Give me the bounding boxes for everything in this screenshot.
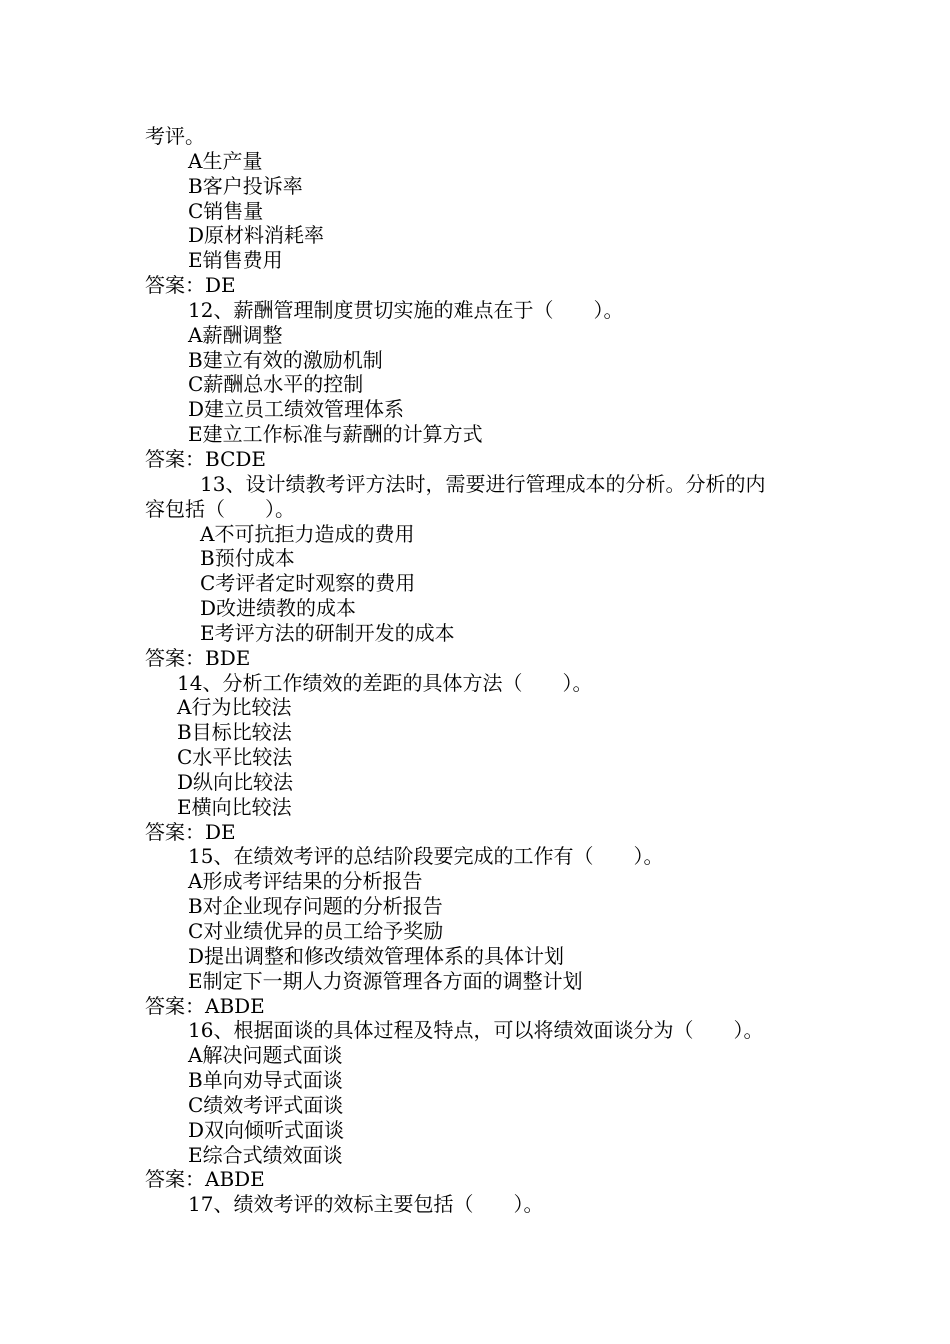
question-13: 13、设计绩教考评方法时，需要进行管理成本的分析。分析的内 bbox=[200, 471, 766, 496]
option-c: C绩效考评式面谈 bbox=[188, 1092, 344, 1117]
option-b: B建立有效的激励机制 bbox=[188, 347, 383, 372]
answer-line: 答案：DE bbox=[145, 819, 236, 844]
question-17: 17、绩效考评的效标主要包括（ ）。 bbox=[188, 1192, 544, 1217]
option-b: B单向劝导式面谈 bbox=[188, 1068, 343, 1093]
question-15: 15、在绩效考评的总结阶段要完成的工作有（ ）。 bbox=[188, 844, 664, 869]
option-e: E综合式绩效面谈 bbox=[188, 1142, 343, 1167]
answer-line: 答案：ABDE bbox=[145, 1167, 265, 1192]
answer-line: 答案：BCDE bbox=[145, 446, 267, 471]
answer-line: 答案：ABDE bbox=[145, 993, 265, 1018]
option-b: B预付成本 bbox=[200, 546, 295, 571]
question-14: 14、分析工作绩效的差距的具体方法（ ）。 bbox=[177, 670, 593, 695]
option-c: C考评者定时观察的费用 bbox=[200, 571, 416, 596]
option-e: E销售费用 bbox=[188, 248, 283, 273]
option-d: D提出调整和修改绩效管理体系的具体计划 bbox=[188, 943, 565, 968]
option-b: B客户投诉率 bbox=[188, 173, 303, 198]
option-a: A生产量 bbox=[188, 148, 263, 173]
option-c: C薪酬总水平的控制 bbox=[188, 372, 364, 397]
option-c: C水平比较法 bbox=[177, 745, 293, 770]
option-a: A行为比较法 bbox=[177, 695, 292, 720]
option-c: C销售量 bbox=[188, 198, 264, 223]
question-13-continued: 容包括（ ）。 bbox=[145, 496, 295, 521]
option-d: D原材料消耗率 bbox=[188, 223, 325, 248]
option-a: A不可抗拒力造成的费用 bbox=[200, 521, 415, 546]
text-line: 考评。 bbox=[145, 124, 205, 148]
option-e: E制定下一期人力资源管理各方面的调整计划 bbox=[188, 968, 583, 993]
option-d: D改进绩教的成本 bbox=[200, 596, 357, 621]
option-a: A形成考评结果的分析报告 bbox=[188, 869, 423, 894]
question-16: 16、根据面谈的具体过程及特点，可以将绩效面谈分为（ ）。 bbox=[188, 1018, 764, 1043]
answer-line: 答案：DE bbox=[145, 273, 236, 298]
option-b: B目标比较法 bbox=[177, 720, 292, 745]
option-d: D纵向比较法 bbox=[177, 769, 294, 794]
question-12: 12、薪酬管理制度贯切实施的难点在于（ ）。 bbox=[188, 297, 624, 322]
option-b: B对企业现存问题的分析报告 bbox=[188, 894, 443, 919]
option-d: D双向倾听式面谈 bbox=[188, 1117, 345, 1142]
document-page bbox=[0, 124, 950, 1217]
option-d: D建立员工绩效管理体系 bbox=[188, 397, 405, 422]
option-e: E横向比较法 bbox=[177, 794, 292, 819]
option-c: C对业绩优异的员工给予奖励 bbox=[188, 919, 444, 943]
option-e: E考评方法的研制开发的成本 bbox=[200, 620, 455, 645]
answer-line: 答案：BDE bbox=[145, 645, 251, 670]
option-a: A解决问题式面谈 bbox=[188, 1043, 343, 1068]
option-a: A薪酬调整 bbox=[188, 322, 283, 347]
option-e: E建立工作标准与薪酬的计算方式 bbox=[188, 422, 483, 447]
